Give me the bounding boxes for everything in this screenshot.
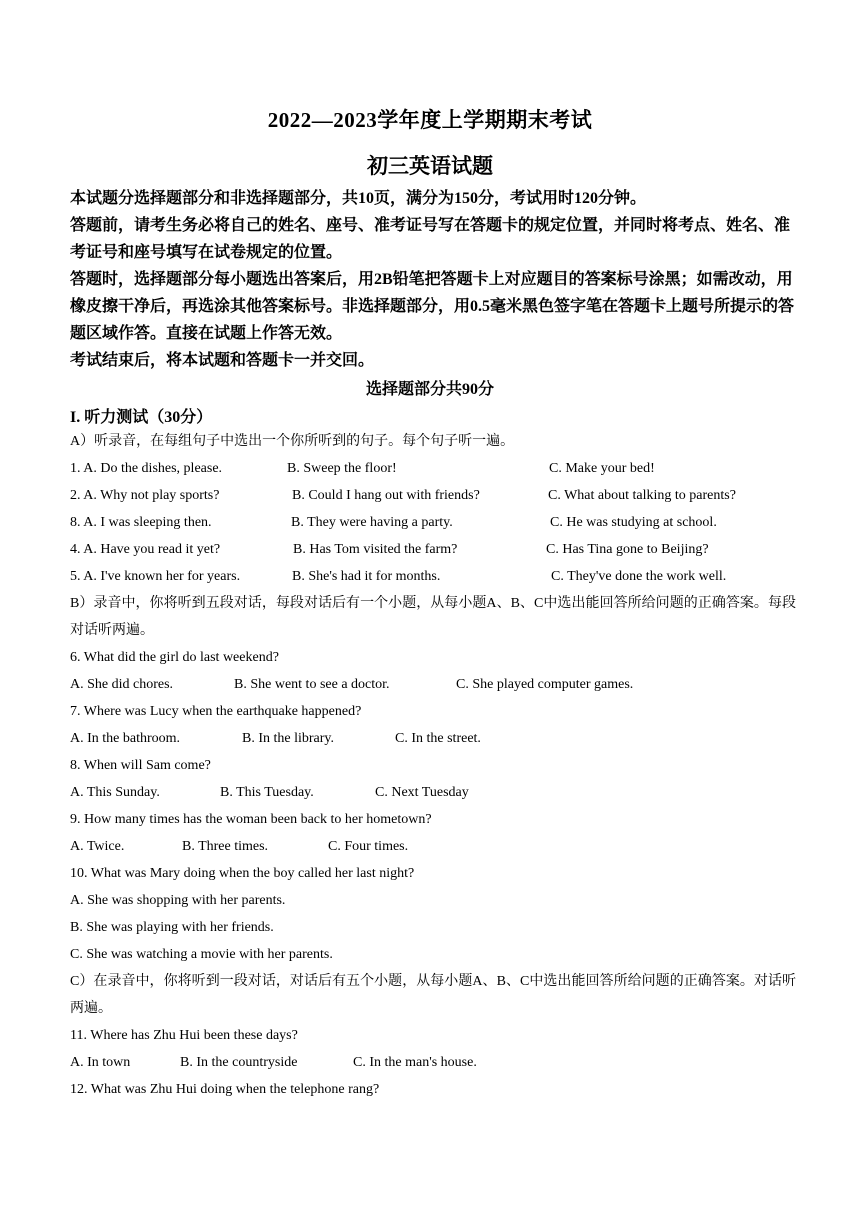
option-b: B. She's had it for months.: [292, 569, 441, 584]
option-a: 1. A. Do the dishes, please.: [70, 461, 223, 476]
option-b: B. Has Tom visited the farm?: [293, 542, 458, 557]
option-b: B. In the countryside: [180, 1055, 298, 1070]
option-b: B. In the library.: [242, 731, 335, 746]
option-c: C. She was watching a movie with her parents.: [70, 947, 333, 962]
option-c: C. She played computer games.: [456, 677, 634, 692]
section-heading: 选择题部分共90分: [365, 381, 494, 398]
option-b: B. Sweep the floor!: [287, 461, 397, 476]
question-12: 12. What was Zhu Hui doing when the telephone rang?: [70, 1082, 380, 1097]
exam-title: 2022—2023学年度上学期期末考试: [267, 108, 593, 132]
option-c: C. They've done the work well.: [551, 569, 727, 584]
option-b: B. Could I hang out with friends?: [292, 488, 480, 503]
option-a: A. She was shopping with her parents.: [70, 893, 286, 908]
question-row: [70, 482, 796, 509]
option-c: C. In the street.: [395, 731, 481, 746]
question-8: 8. When will Sam come?: [70, 758, 211, 773]
listening-section: [70, 428, 796, 1103]
option-b: B. They were having a party.: [291, 515, 453, 530]
question-7-options: [70, 725, 796, 752]
note-1: 本试题分选择题部分和非选择题部分，共10页，满分为150分，考试用时120分钟。: [70, 190, 647, 207]
option-a: 4. A. Have you read it yet?: [70, 542, 221, 557]
question-9-options: [70, 833, 796, 860]
option-c: C. Four times.: [328, 839, 409, 854]
option-a: A. In town: [70, 1055, 131, 1070]
option-a: A. Twice.: [70, 839, 125, 854]
question-11: 11. Where has Zhu Hui been these days?: [70, 1028, 298, 1043]
question-9: 9. How many times has the woman been back to her hometown?: [70, 812, 432, 827]
question-7: 7. Where was Lucy when the earthquake happened?: [70, 704, 362, 719]
option-b: B. This Tuesday.: [220, 785, 314, 800]
question-11-options: [70, 1049, 796, 1076]
option-a: A. In the bathroom.: [70, 731, 181, 746]
question-8-options: [70, 779, 796, 806]
option-a: 8. A. I was sleeping then.: [70, 515, 212, 530]
question-row: [70, 509, 796, 536]
question-6-options: [70, 671, 796, 698]
option-a: 2. A. Why not play sports?: [70, 488, 220, 503]
question-6: 6. What did the girl do last weekend?: [70, 650, 279, 665]
option-b: B. She was playing with her friends.: [70, 920, 274, 935]
option-b: B. Three times.: [182, 839, 269, 854]
question-row: [70, 455, 796, 482]
option-a: 5. A. I've known her for years.: [70, 569, 241, 584]
note-4: 考试结束后，将本试题和答题卡一并交回。: [70, 352, 375, 369]
exam-notes: [70, 185, 796, 374]
option-c: C. Next Tuesday: [375, 785, 469, 800]
option-a: A. This Sunday.: [70, 785, 160, 800]
part-c-instruction: C）在录音中，你将听到一段对话，对话后有五个小题，从每小题A、B、C中选出能回答所给问题的正确答案。对话听两遍。: [70, 974, 796, 1016]
option-a: A. She did chores.: [70, 677, 174, 692]
exam-subtitle: 初三英语试题: [367, 154, 493, 178]
option-c: C. Make your bed!: [549, 461, 655, 476]
option-b: B. She went to see a doctor.: [234, 677, 390, 692]
option-c: C. He was studying at school.: [550, 515, 717, 530]
note-3: 答题时，选择题部分每小题选出答案后，用2B铅笔把答题卡上对应题目的答案标号涂黑；如需改动，用橡皮擦干净后，再选涂其他答案标号。非选择题部分，用0.5毫米黑色签字笔在答题卡上题号所提示的答题区域作答。直接在试题上作答无效。: [70, 271, 795, 342]
part-b-instruction: B）录音中，你将听到五段对话，每段对话后有一个小题，从每小题A、B、C中选出能回答所给问题的正确答案。每段对话听两遍。: [70, 596, 796, 638]
question-row: [70, 563, 796, 590]
option-c: C. What about talking to parents?: [548, 488, 736, 503]
part-a-instruction: A）听录音，在每组句子中选出一个你所听到的句子。每个句子听一遍。: [70, 434, 515, 449]
option-c: C. Has Tina gone to Beijing?: [546, 542, 709, 557]
question-10: 10. What was Mary doing when the boy called her last night?: [70, 866, 415, 881]
question-row: [70, 536, 796, 563]
part-title: I. 听力测试（30分）: [70, 409, 213, 426]
option-c: C. In the man's house.: [353, 1055, 477, 1070]
note-2: 答题前，请考生务必将自己的姓名、座号、准考证号写在答题卡的规定位置，并同时将考点、姓名、准考证号和座号填写在试卷规定的位置。: [70, 217, 791, 261]
